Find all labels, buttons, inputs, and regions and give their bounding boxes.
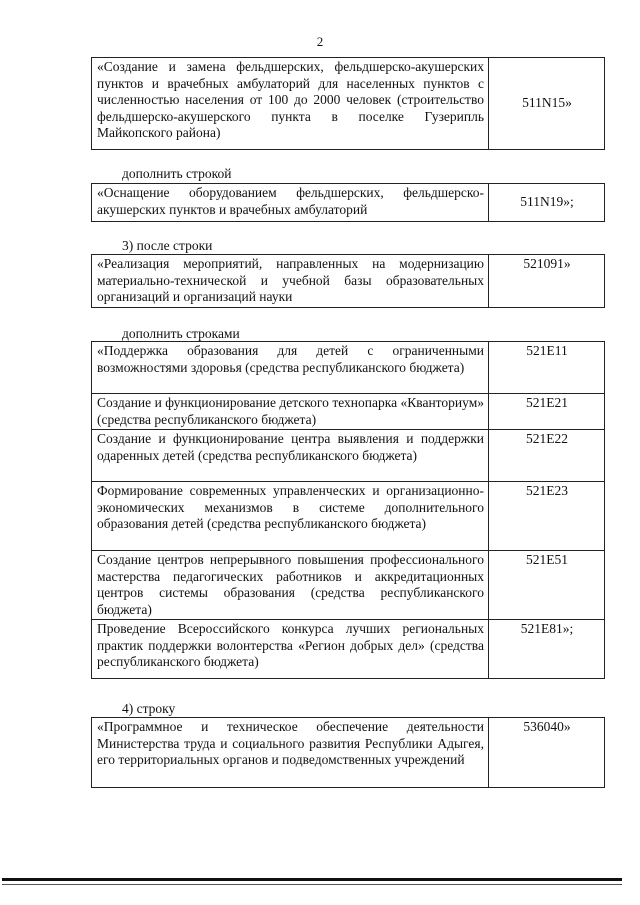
table-education — [91, 341, 605, 679]
row-code: 511N15» — [489, 58, 605, 150]
table-row — [92, 184, 605, 222]
row-description: Проведение Всероссийского конкурса лучших региональных практик поддержки волонтерства «Регион добрых дел» (средства республиканского бюджета) — [92, 620, 489, 679]
bottom-rule-thin — [2, 884, 622, 885]
table-row — [92, 394, 605, 430]
row-description: Создание центров непрерывного повышения профессионального мастерства педагогических работников и аккредитационных центров системы образования (средства республиканского бюджета) — [92, 551, 489, 620]
table-row — [92, 342, 605, 394]
table-labor-ministry — [91, 717, 605, 788]
row-code: 521E21 — [489, 394, 605, 430]
table-row — [92, 482, 605, 551]
row-description: «Реализация мероприятий, направленных на модернизацию материально-технической и учебной базы образовательных организаций и организаций науки — [92, 255, 489, 308]
bottom-rule — [2, 878, 622, 881]
row-description: «Поддержка образования для детей с ограниченными возможностями здоровья (средства республиканского бюджета) — [92, 342, 489, 394]
row-code: 511N19»; — [489, 184, 605, 222]
table-row — [92, 551, 605, 620]
table-equipment — [91, 183, 605, 222]
row-code: 521E22 — [489, 430, 605, 482]
row-description: Создание и функционирование детского технопарка «Кванториум» (средства республиканского бюджета) — [92, 394, 489, 430]
row-description: Создание и функционирование центра выявления и поддержки одаренных детей (средства республиканского бюджета) — [92, 430, 489, 482]
instruction-line: 4) строку — [122, 701, 176, 716]
table-modernization — [91, 254, 605, 308]
table-facilities — [91, 57, 605, 150]
row-description: «Оснащение оборудованием фельдшерских, фельдшерско-акушерских пунктов и врачебных амбулаторий — [92, 184, 489, 222]
row-code: 536040» — [489, 718, 605, 788]
row-code: 521E51 — [489, 551, 605, 620]
row-description: Формирование современных управленческих и организационно-экономических механизмов в системе дополнительного образования детей (средства республиканского бюджета) — [92, 482, 489, 551]
instruction-add-line: дополнить строкой — [122, 166, 232, 181]
table-row — [92, 718, 605, 788]
row-code: 521091» — [489, 255, 605, 308]
row-description: «Программное и техническое обеспечение деятельности Министерства труда и социального развития Республики Адыгея, его территориальных органов и подведомственных учреждений — [92, 718, 489, 788]
row-description: «Создание и замена фельдшерских, фельдшерско-акушерских пунктов и врачебных амбулаторий для населенных пунктов с численностью населения от 100 до 2000 человек (строительство фельдшерско-акушерского пункта в поселке Гузерипль Майкопского района) — [92, 58, 489, 150]
table-row — [92, 58, 605, 150]
table-row — [92, 255, 605, 308]
row-code: 521E23 — [489, 482, 605, 551]
instruction-after-line: 3) после строки — [122, 238, 213, 253]
table-row — [92, 430, 605, 482]
page-number: 2 — [316, 34, 324, 49]
row-code: 521E11 — [489, 342, 605, 394]
table-row — [92, 620, 605, 679]
row-code: 521E81»; — [489, 620, 605, 679]
instruction-add-lines: дополнить строками — [122, 326, 240, 341]
